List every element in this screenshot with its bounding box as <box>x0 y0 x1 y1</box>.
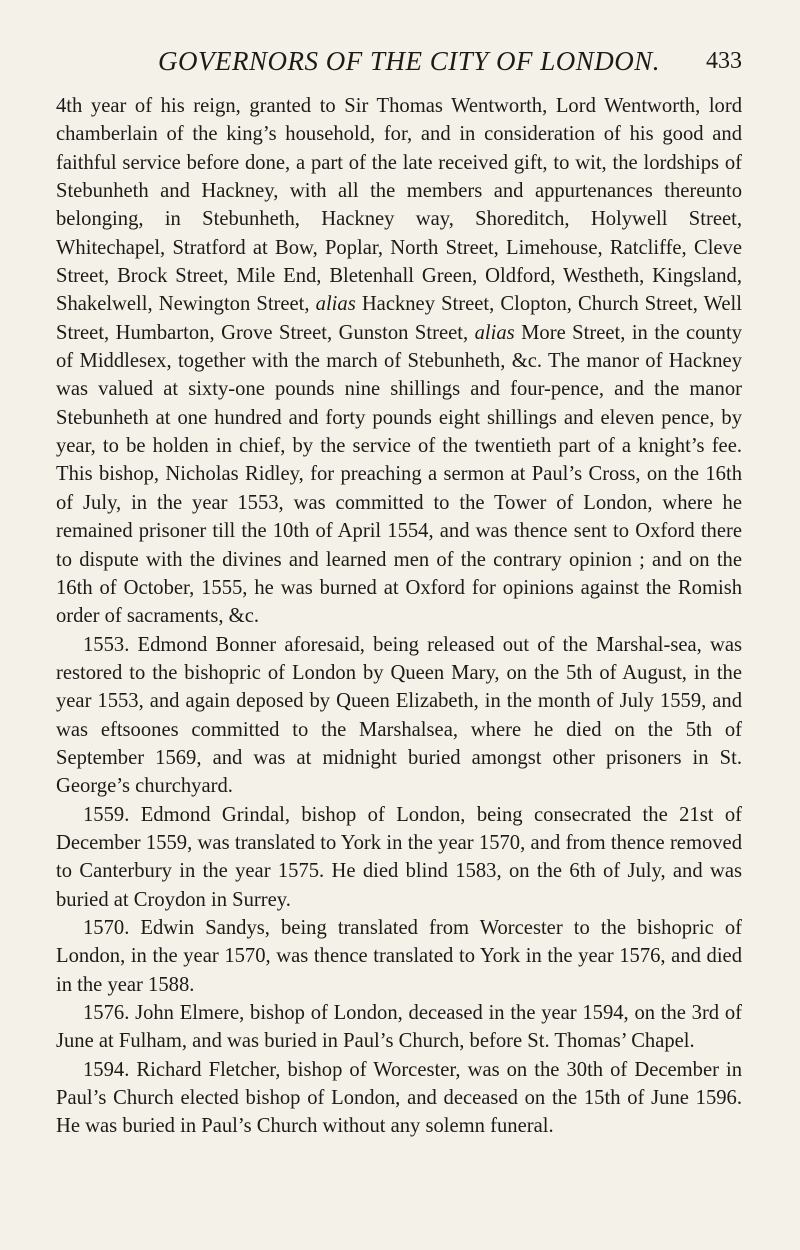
paragraph: 1570. Edwin Sandys, being translated from Worcester to the bishopric of London, in the year 1570, was thence translated to York in the year 1576, and died in the year 1588. <box>56 916 742 996</box>
page-number: 433 <box>706 48 742 74</box>
body-text <box>56 92 742 1141</box>
paragraph: 4th year of his reign, granted to Sir Thomas Wentworth, Lord Wentworth, lord chamberlain of the king’s household, for, and in consideration of his good and faithful service before done, a part of the late received gift, to wit, the lordships of Stebunheth and Hackney, with all the members and appurtenances thereunto belonging, in Stebunheth, Hackney way, Shoreditch, Holywell Street, Whitechapel, Stratford at Bow, Poplar, North Street, Limehouse, Ratcliffe, Cleve Street, Brock Street, Mile End, Bletenhall Green, Oldford, Westheth, Kingsland, Shakelwell, Newington Street, alias Hackney Street, Clopton, Church Street, Well Street, Humbarton, Grove Street, Gunston Street, alias More Street, in the county of Middlesex, together with the march of Stebunheth, &c. The manor of Hackney was valued at sixty-one pounds nine shillings and four-pence, and the manor Stebunheth at one hundred and forty pounds eight shillings and eleven pence, by year, to be holden in chief, by the service of the twentieth part of a knight’s fee. This bishop, Nicholas Ridley, for preaching a sermon at Paul’s Cross, on the 16th of July, in the year 1553, was committed to the Tower of London, where he remained prisoner till the 10th of April 1554, and was thence sent to Oxford there to dispute with the divines and learned men of the contrary opinion ; and on the 16th of October, 1555, he was burned at Oxford for opinions against the Romish order of sacraments, &c. <box>56 95 742 628</box>
paragraph: 1576. John Elmere, bishop of London, deceased in the year 1594, on the 3rd of June at Fulham, and was buried in Paul’s Church, before St. Thomas’ Chapel. <box>56 1002 742 1053</box>
running-title: GOVERNORS OF THE CITY OF LONDON. <box>157 46 661 76</box>
paragraph: 1559. Edmond Grindal, bishop of London, being consecrated the 21st of December 1559, was translated to York in the year 1570, and from thence removed to Canterbury in the year 1575. He died blind 1583, on the 6th of July, and was buried at Croydon in Surrey. <box>56 803 742 911</box>
paragraph: 1553. Edmond Bonner aforesaid, being released out of the Marshal-sea, was restored to the bishopric of London by Queen Mary, on the 5th of August, in the year 1553, and again deposed by Queen Elizabeth, in the month of July 1559, and was eftsoones committed to the Marshalsea, where he died on the 5th of September 1569, and was at midnight buried amongst other prisoners in St. George’s churchyard. <box>56 633 742 798</box>
book-page <box>56 36 742 1141</box>
page-header <box>56 36 742 86</box>
paragraph: 1594. Richard Fletcher, bishop of Worcester, was on the 30th of December in Paul’s Church elected bishop of London, and deceased on the 15th of June 1596. He was buried in Paul’s Church without any solemn funeral. <box>56 1058 742 1138</box>
